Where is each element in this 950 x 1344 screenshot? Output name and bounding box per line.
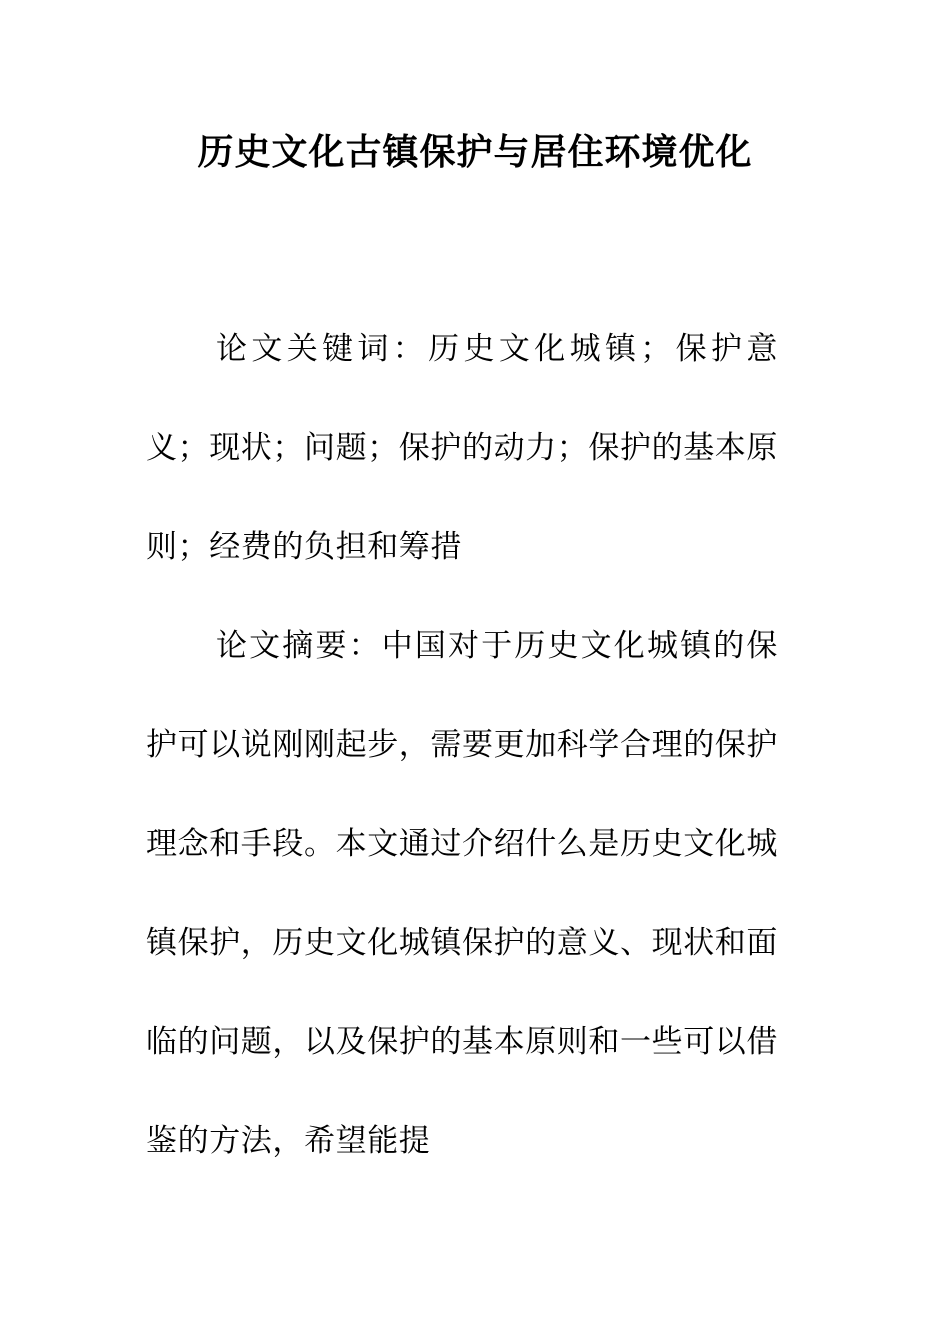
keywords-paragraph: 论文关键词：历史文化城镇；保护意义；现状；问题；保护的动力；保护的基本原则；经费的负担和筹措 (146, 331, 778, 565)
abstract-paragraph: 论文摘要：中国对于历史文化城镇的保护可以说刚刚起步，需要更加科学合理的保护理念和手段。本文通过介绍什么是历史文化城镇保护，历史文化城镇保护的意义、现状和面临的问题，以及保护的基本原则和一些可以借鉴的方法，希望能提 (146, 628, 778, 1159)
document-title: 历史文化古镇保护与居住环境优化 (197, 131, 753, 173)
document-body (146, 300, 778, 1191)
